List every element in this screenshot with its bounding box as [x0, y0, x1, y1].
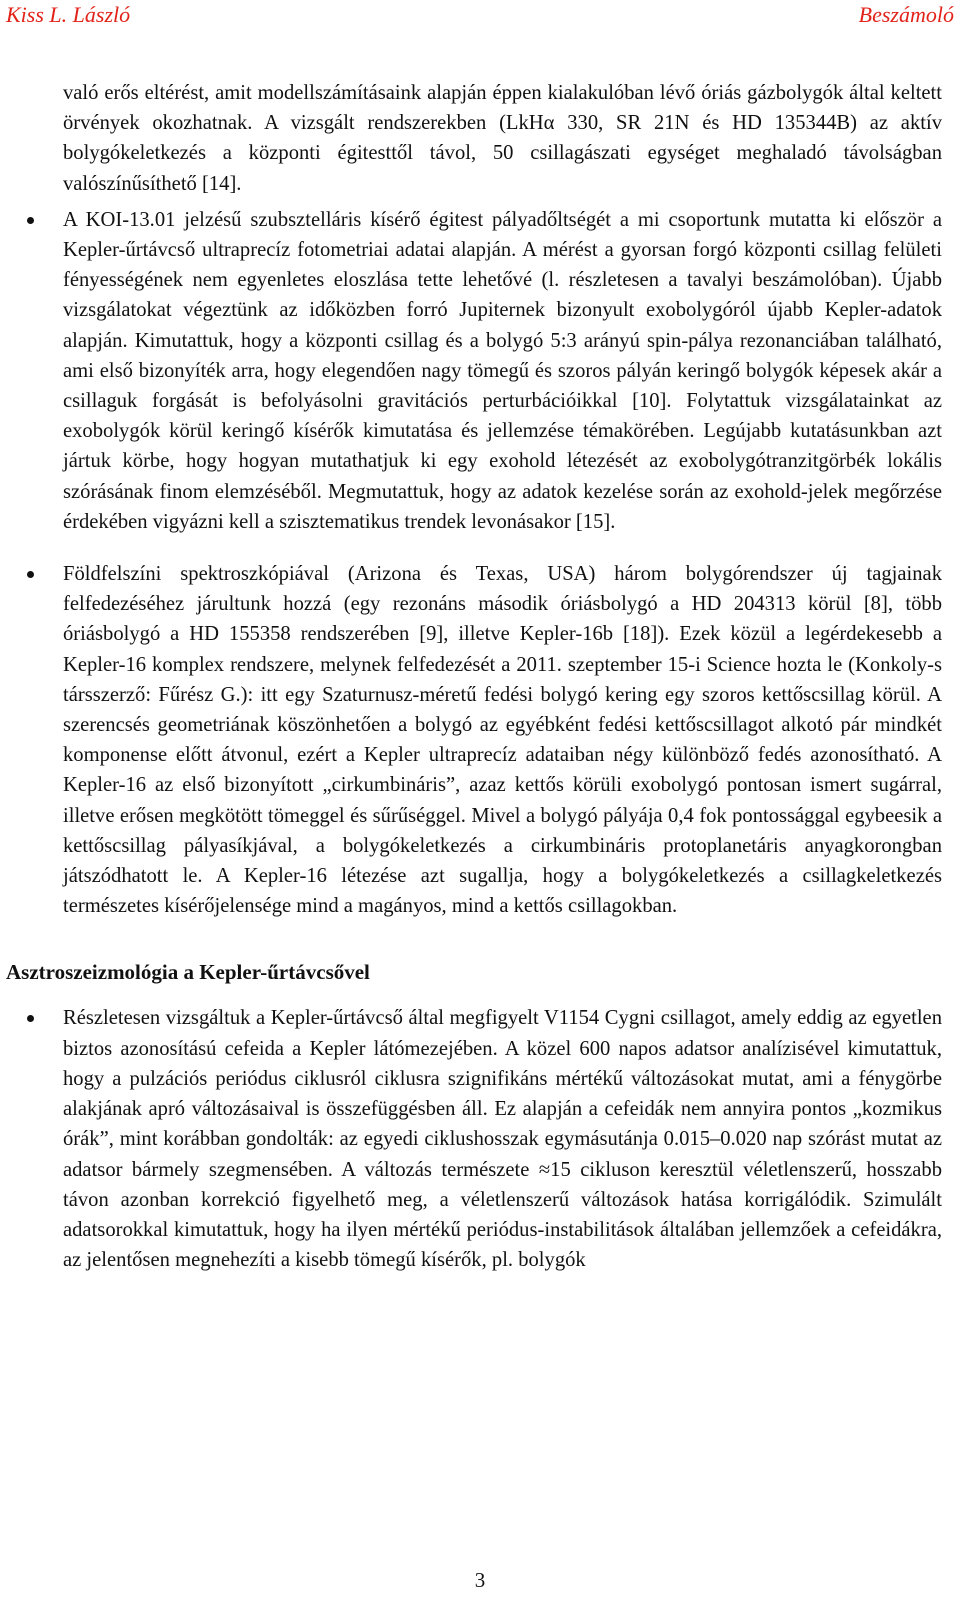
bullet-item-kepler16	[63, 559, 942, 921]
page-body	[0, 78, 960, 1275]
page-number: 3	[474, 1568, 486, 1592]
bullet-text: A KOI-13.01 jelzésű szubsztelláris kísérő égitest pályadőltségét a mi csoportunk mutatta ki először a Kepler-űrtávcső ultraprecíz fotometriai adatai alapján. A mérést a gyorsan forgó központi csillag felületi fényességének nem egyenletes eloszlása tette lehetővé (l. részletesen a tavalyi beszámolóban). Újabb vizsgálatokat végeztünk az időközben forró Jupiternek bizonyult exobolygóról újabb Kepler-adatok alapján. Kimutattuk, hogy a központi csillag és a bolygó 5:3 arányú spin-pálya rezonanciában található, ami első bizonyíték arra, hogy elegendően nagy tömegű és szoros pályán keringő bolygók képesek akár a csillaguk forgását is befolyásolni gravitációs perturbációikkal [10]. Folytattuk vizsgálatainkat az exobolygók körül keringő kísérők kimutatása és jellemzése témakörében. Legújabb kutatásunkban azt jártuk körbe, hogy hogyan mutathatjuk ki egy exohold létezését az exobolygótranzitgörbék lokális szórásának finom elemzéséből. Megmutattuk, hogy az adatok kezelése során az exohold-jelek megőrzése érdekében vigyázni kell a szisztematikus trendek levonásakor [15].	[63, 208, 942, 533]
section-heading: Asztroszeizmológia a Kepler-űrtávcsővel	[6, 960, 370, 985]
header-report-title: Beszámoló	[858, 2, 954, 27]
bullet-item-v1154cyg	[63, 1003, 942, 1275]
bullet-text: Földfelszíni spektroszkópiával (Arizona és Texas, USA) három bolygórendszer új tagjainak felfedezéséhez járultunk hozzá (egy rezonáns második óriásbolygó a HD 204313 körül [8], több óriásbolygó a HD 155358 rendszerében [9], illetve Kepler-16b [18]). Ezek közül a legérdekesebb a Kepler-16 komplex rendszere, melynek felfedezését a 2011. szeptember 15-i Science hozta le (Konkoly-s társszerző: Fűrész G.): itt egy Szaturnusz-méretű fedési bolygó kering egy szoros kettőscsillag körül. A szerencsés geometriának köszönhetően a bolygó az egyébként fedési kettőscsillagot alkotó pár mindkét komponense előtt átvonul, ezért a Kepler ultraprecíz adataiban négy különböző fedés azonosítható. A Kepler-16 az első bizonyított „cirkumbináris”, azaz kettős körüli exobolygó pontosan ismert sugárral, illetve erősen megkötött tömeggel és sűrűséggel. Mivel a bolygó pályája 0,4 fok pontossággal egybeesik a kettőscsillag pályasíkjával, a bolygókeletkezés a cirkumbináris protoplanetáris anyagkorongban játszódhatott le. A Kepler-16 létezése azt sugallja, hogy a bolygókeletkezés a csillagkeletkezés természetes kísérőjelensége mind a magányos, mind a kettős csillagokban.	[63, 563, 942, 918]
continuation-paragraph: való erős eltérést, amit modellszámításaink alapján éppen kialakulóban lévő óriás gázbolygók által keltett örvények okozhatnak. A vizsgált rendszerekben (LkHα 330, SR 21N és HD 135344B) az aktív bolygókeletkezés a központi égitesttől távol, 50 csillagászati egységet meghaladó távolságban valószínűsíthető [14].	[63, 82, 942, 195]
header-author: Kiss L. László	[6, 2, 131, 27]
running-header	[6, 2, 954, 32]
bullet-text: Részletesen vizsgáltuk a Kepler-űrtávcső által megfigyelt V1154 Cygni csillagot, amely eddig az egyetlen biztos azonosítású cefeida a Kepler látómezejében. A közel 600 napos adatsor analízisével kimutattuk, hogy a pulzációs periódus ciklusról ciklusra szignifikáns mértékű változásokat mutat, ami a fénygörbe alakjának apró változásaival is összefüggésben áll. Ez alapján a cefeidák nem annyira pontos „kozmikus órák”, mint korábban gondolták: az egyedi ciklushosszak egymásutánja 0.015–0.020 nap szórást mutat az adatsor bármely szegmensében. A változás természete ≈15 cikluson keresztül véletlenszerű, hosszabb távon azonban korrekció figyelhető meg, a véletlenszerű változások hatása korrigálódik. Szimulált adatsorokkal kimutattuk, hogy ha ilyen mértékű periódus-instabilitások általában jellemzőek a cefeidákra, az jelentősen megnehezíti a kisebb tömegű kísérők, pl. bolygók	[63, 1007, 942, 1272]
bullet-dot	[27, 1015, 34, 1022]
bullet-dot	[27, 571, 34, 578]
bullet-dot	[27, 217, 34, 224]
bullet-item-koi13	[63, 205, 942, 537]
